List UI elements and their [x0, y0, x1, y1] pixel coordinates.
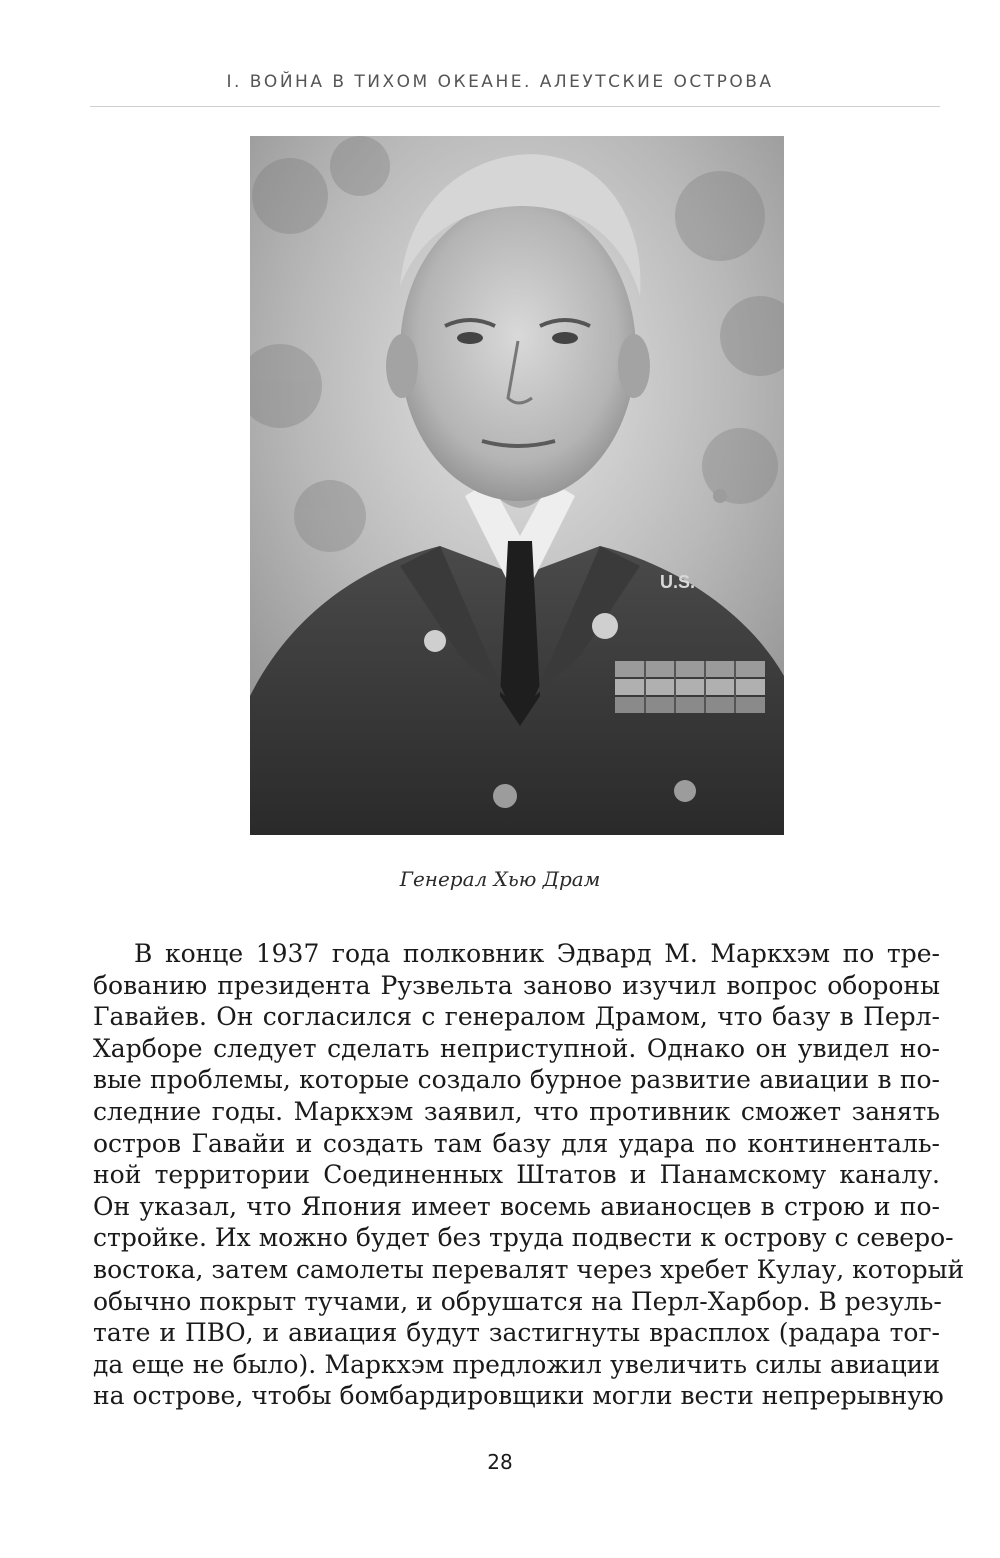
text-line: востока, затем самолеты перевалят через хребет Кулау, который	[93, 1254, 965, 1284]
medal-ribbons	[615, 661, 765, 713]
text-line: ной территории Соединенных Штатов и Панамскому каналу.	[93, 1160, 940, 1190]
body-paragraph	[93, 938, 965, 1412]
page-number: 28	[487, 1450, 513, 1474]
text-line: да еще не было). Маркхэм предложил увеличить силы авиации	[93, 1349, 940, 1379]
text-line: следние годы. Маркхэм заявил, что противник сможет занять	[93, 1096, 940, 1126]
text-line: тате и ПВО, и авиация будут застигнуты врасплох (радара тог-	[93, 1318, 940, 1348]
running-header: I. ВОЙНА В ТИХОМ ОКЕАНЕ. АЛЕУТСКИЕ ОСТРОВА	[226, 72, 774, 92]
text-line: Гавайев. Он согласился с генералом Драмом, что базу в Перл-	[93, 1002, 940, 1032]
text-line: Он указал, что Япония имеет восемь авианосцев в строю и по-	[93, 1191, 940, 1221]
text-line: В конце 1937 года полковник Эдвард М. Маркхэм по тре-	[134, 939, 940, 968]
text-line: обычно покрыт тучами, и обрушатся на Перл-Харбор. В резуль-	[93, 1286, 942, 1316]
text-line: Харборе следует сделать неприступной. Однако он увидел но-	[93, 1033, 940, 1063]
portrait-illustration	[250, 136, 784, 835]
text-line: остров Гавайи и создать там базу для удара по континенталь-	[93, 1128, 940, 1158]
text-line: стройке. Их можно будет без труда подвести к острову с северо-	[93, 1223, 954, 1253]
portrait-photo	[250, 136, 784, 835]
photo-caption: Генерал Хью Драм	[399, 867, 601, 891]
header-rule	[90, 106, 940, 107]
text-line: на острове, чтобы бомбардировщики могли вести непрерывную	[93, 1381, 944, 1411]
collar-insignia-text: U.S.	[660, 572, 696, 592]
text-line: вые проблемы, которые создало бурное развитие авиации в по-	[93, 1065, 940, 1095]
text-line: бованию президента Рузвельта заново изучил вопрос обороны	[93, 970, 940, 1000]
